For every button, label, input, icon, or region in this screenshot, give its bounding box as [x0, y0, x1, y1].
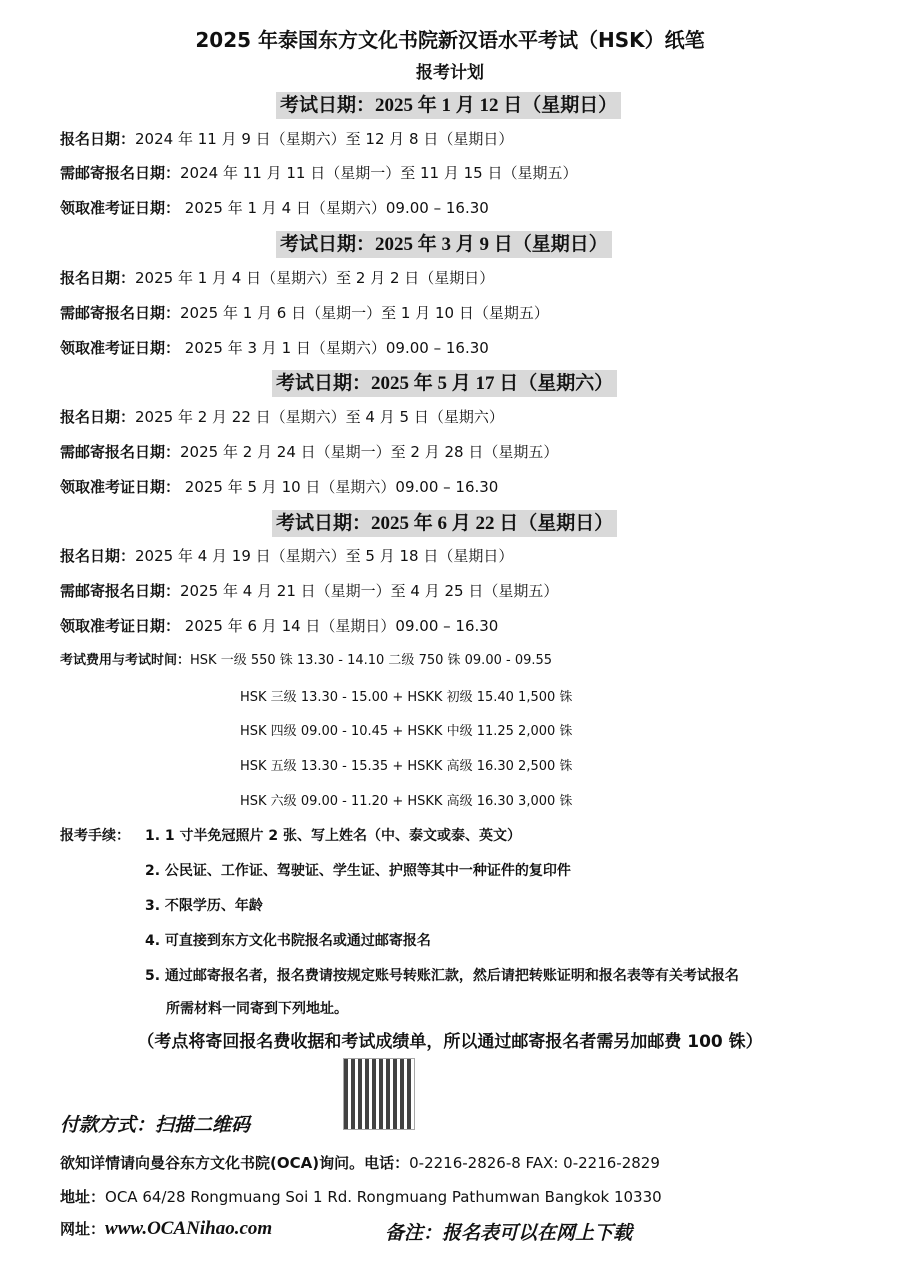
contact-address: 地址：OCA 64/28 Rongmuang Soi 1 Rd. Rongmuang Pathumwan Bangkok 10330 — [60, 1188, 662, 1206]
download-remark: 备注：报名表可以在网上下载 — [385, 1222, 633, 1244]
procedure-label: 报考手续： — [60, 828, 130, 844]
payment-qr-code — [343, 1058, 415, 1130]
mail-registration-dates: 需邮寄报名日期：2024 年 11 月 11 日（星期一）至 11 月 15 日（星期五） — [60, 164, 578, 182]
contact-website: 网址：www.OCANihao.com — [60, 1218, 273, 1239]
exam-date-heading: 考试日期：2025 年 5 月 17 日（星期六） — [272, 370, 617, 397]
procedure-item: 5. 通过邮寄报名者，报名费请按规定账号转账汇款，然后请把转账证明和报名表等有关考试报名 — [145, 968, 739, 984]
mail-registration-dates: 需邮寄报名日期：2025 年 1 月 6 日（星期一）至 1 月 10 日（星期五） — [60, 304, 549, 322]
registration-dates: 报名日期：2025 年 4 月 19 日（星期六）至 5 月 18 日（星期日） — [60, 547, 514, 565]
registration-dates: 报名日期：2025 年 2 月 22 日（星期六）至 4 月 5 日（星期六） — [60, 408, 504, 426]
procedure-item-continued: 所需材料一同寄到下列地址。 — [166, 1001, 348, 1017]
website-link[interactable]: www.OCANihao.com — [105, 1218, 273, 1239]
mail-registration-dates: 需邮寄报名日期：2025 年 2 月 24 日（星期一）至 2 月 28 日（星期五） — [60, 443, 559, 461]
procedure-item: 4. 可直接到东方文化书院报名或通过邮寄报名 — [145, 933, 431, 949]
contact-inquiry: 欲知详情请向曼谷东方文化书院(OCA)询问。电话：0-2216-2826-8 FAX: 0-2216-2829 — [60, 1154, 660, 1172]
procedure-item: 2. 公民证、工作证、驾驶证、学生证、护照等其中一种证件的复印件 — [145, 863, 571, 879]
mail-registration-dates: 需邮寄报名日期：2025 年 4 月 21 日（星期一）至 4 月 25 日（星期五） — [60, 582, 559, 600]
exam-date-heading: 考试日期：2025 年 3 月 9 日（星期日） — [276, 231, 612, 258]
fee-row: HSK 三级 13.30 - 15.00 + HSKK 初级 15.40 1,500 铢 — [240, 690, 573, 705]
admission-ticket-date: 领取准考证日期： 2025 年 1 月 4 日（星期六）09.00 – 16.30 — [60, 199, 489, 217]
admission-ticket-date: 领取准考证日期： 2025 年 3 月 1 日（星期六）09.00 – 16.30 — [60, 339, 489, 357]
procedure-item: 1. 1 寸半免冠照片 2 张、写上姓名（中、泰文或泰、英文） — [145, 828, 522, 844]
document-title: 2025 年泰国东方文化书院新汉语水平考试（HSK）纸笔 — [195, 28, 705, 52]
fees-label: 考试费用与考试时间：HSK 一级 550 铢 13.30 - 14.10 二级 750 铢 09.00 - 09.55 — [60, 653, 553, 668]
fee-row: HSK 四级 09.00 - 10.45 + HSKK 中级 11.25 2,000 铢 — [240, 724, 573, 739]
fee-row: HSK 五级 13.30 - 15.35 + HSKK 高级 16.30 2,500 铢 — [240, 759, 573, 774]
postage-note: （考点将寄回报名费收据和考试成绩单，所以通过邮寄报名者需另加邮费 100 铢） — [137, 1032, 763, 1052]
document-subtitle: 报考计划 — [416, 63, 484, 83]
fee-row: HSK 六级 09.00 - 11.20 + HSKK 高级 16.30 3,000 铢 — [240, 794, 573, 809]
admission-ticket-date: 领取准考证日期： 2025 年 5 月 10 日（星期六）09.00 – 16.30 — [60, 478, 499, 496]
registration-dates: 报名日期：2025 年 1 月 4 日（星期六）至 2 月 2 日（星期日） — [60, 269, 495, 287]
registration-dates: 报名日期：2024 年 11 月 9 日（星期六）至 12 月 8 日（星期日） — [60, 130, 514, 148]
exam-date-heading: 考试日期：2025 年 1 月 12 日（星期日） — [276, 92, 621, 119]
exam-date-heading: 考试日期：2025 年 6 月 22 日（星期日） — [272, 510, 617, 537]
payment-method: 付款方式：扫描二维码 — [60, 1114, 251, 1136]
procedure-item: 3. 不限学历、年龄 — [145, 898, 263, 914]
admission-ticket-date: 领取准考证日期： 2025 年 6 月 14 日（星期日）09.00 – 16.30 — [60, 617, 499, 635]
